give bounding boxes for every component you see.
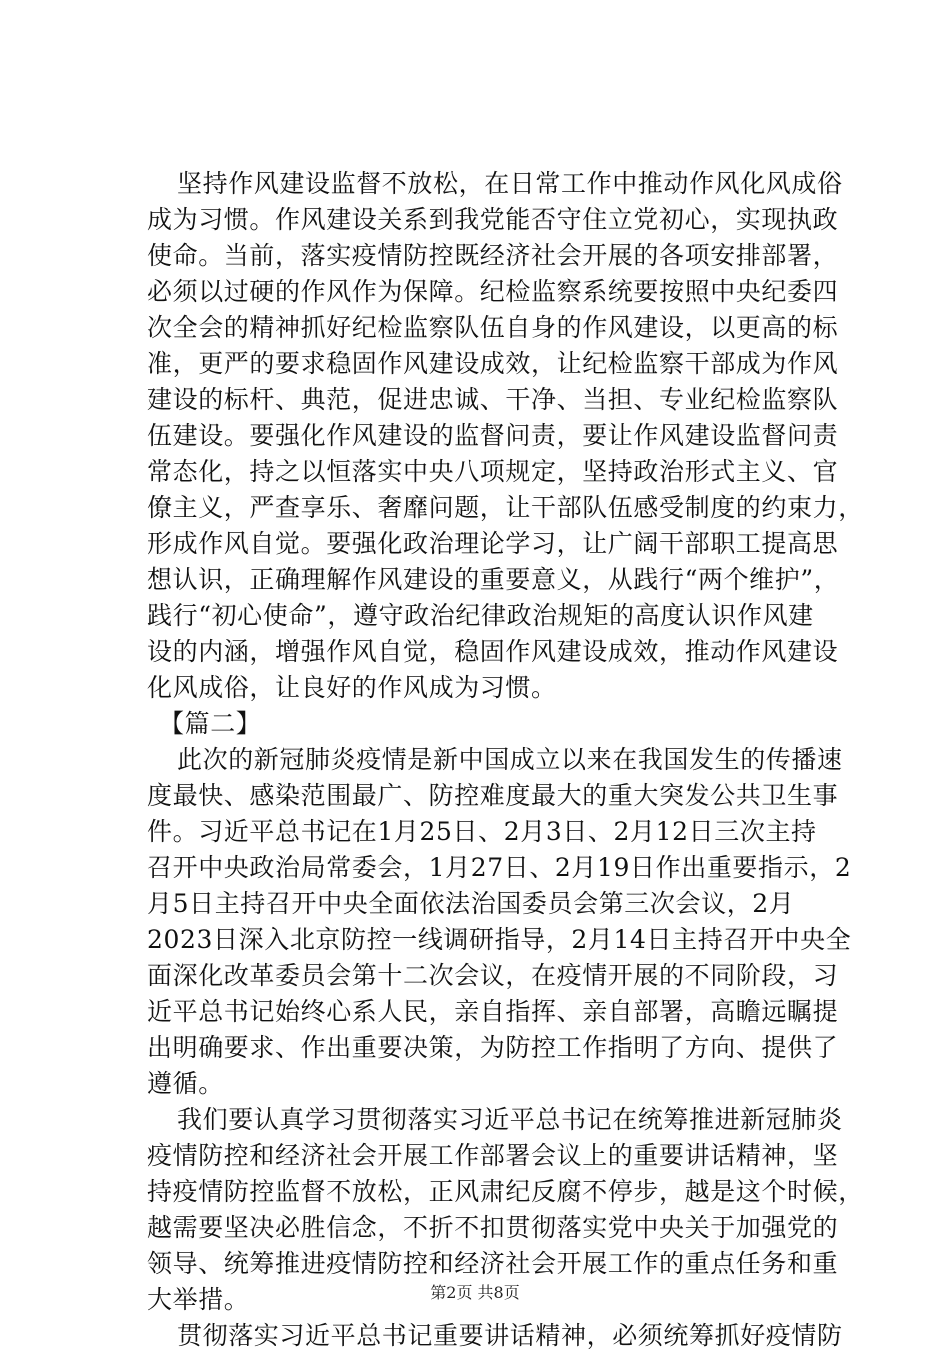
- paragraph-line: 我们要认真学习贯彻落实习近平总书记在统筹推进新冠肺炎: [177, 1105, 843, 1134]
- paragraph-line: 贯彻落实习近平总书记重要讲话精神，必须统筹抓好疫情防: [177, 1321, 843, 1350]
- paragraph-line: 伍建设。要强化作风建设的监督问责，要让作风建设监督问责: [147, 421, 839, 450]
- paragraph-line: 面深化改革委员会第十二次会议，在疫情开展的不同阶段，习: [147, 961, 839, 990]
- paragraph-line: 践行“初心使命”，遵守政治纪律政治规矩的高度认识作风建: [147, 601, 814, 630]
- paragraph-line: 建设的标杆、典范，促进忠诚、干净、当担、专业纪检监察队: [147, 385, 839, 414]
- page-number: 第2页 共8页: [430, 1283, 520, 1302]
- page-footer: [0, 1283, 950, 1303]
- paragraph-line: 出明确要求、作出重要决策，为防控工作指明了方向、提供了: [147, 1033, 839, 1062]
- paragraph-line: 疫情防控和经济社会开展工作部署会议上的重要讲话精神，坚: [147, 1141, 839, 1170]
- paragraph-line: 形成作风自觉。要强化政治理论学习，让广阔干部职工提高思: [147, 529, 839, 558]
- paragraph-line: 次全会的精神抓好纪检监察队伍自身的作风建设，以更高的标: [147, 313, 839, 342]
- paragraph-line: 化风成俗，让良好的作风成为习惯。: [147, 673, 557, 702]
- paragraph-line: 僚主义，严查享乐、奢靡问题，让干部队伍感受制度的约束力，: [147, 493, 864, 522]
- paragraph-line: 准，更严的要求稳固作风建设成效，让纪检监察干部成为作风: [147, 349, 839, 378]
- paragraph-line: 召开中央政治局常委会，1月27日、2月19日作出重要指示，2: [147, 853, 852, 882]
- paragraph-line: 度最快、感染范围最广、防控难度最大的重大突发公共卫生事: [147, 781, 839, 810]
- paragraph-line: 月5日主持召开中央全面依法治国委员会第三次会议，2月: [147, 889, 795, 918]
- document-body: [147, 166, 864, 1354]
- paragraph-line: 想认识，正确理解作风建设的重要意义，从践行“两个维护”，: [147, 565, 840, 594]
- paragraph-line: 常态化，持之以恒落实中央八项规定，坚持政治形式主义、官: [147, 457, 839, 486]
- paragraph-line: 大举措。: [147, 1285, 250, 1314]
- paragraph-line: 使命。当前，落实疫情防控既经济社会开展的各项安排部署，: [147, 241, 839, 270]
- paragraph-line: 越需要坚决必胜信念，不折不扣贯彻落实党中央关于加强党的: [147, 1213, 839, 1242]
- paragraph-line: 件。习近平总书记在1月25日、2月3日、2月12日三次主持: [147, 817, 817, 846]
- paragraph-line: 持疫情防控监督不放松，正风肃纪反腐不停步，越是这个时候，: [147, 1177, 864, 1206]
- paragraph-line: 领导、统筹推进疫情防控和经济社会开展工作的重点任务和重: [147, 1249, 839, 1278]
- paragraph-line: 2023日深入北京防控一线调研指导，2月14日主持召开中央全: [147, 925, 852, 954]
- paragraph-line: 设的内涵，增强作风自觉，稳固作风建设成效，推动作风建设: [147, 637, 839, 666]
- paragraph-line: 此次的新冠肺炎疫情是新中国成立以来在我国发生的传播速: [177, 745, 843, 774]
- paragraph-line: 遵循。: [147, 1069, 224, 1098]
- paragraph-line: 成为习惯。作风建设关系到我党能否守住立党初心，实现执政: [147, 205, 839, 234]
- section-heading: 【篇二】: [159, 709, 262, 738]
- paragraph-line: 必须以过硬的作风作为保障。纪检监察系统要按照中央纪委四: [147, 277, 839, 306]
- paragraph-line: 近平总书记始终心系人民，亲自指挥、亲自部署，高瞻远瞩提: [147, 997, 839, 1026]
- paragraph-line: 坚持作风建设监督不放松，在日常工作中推动作风化风成俗: [177, 169, 843, 198]
